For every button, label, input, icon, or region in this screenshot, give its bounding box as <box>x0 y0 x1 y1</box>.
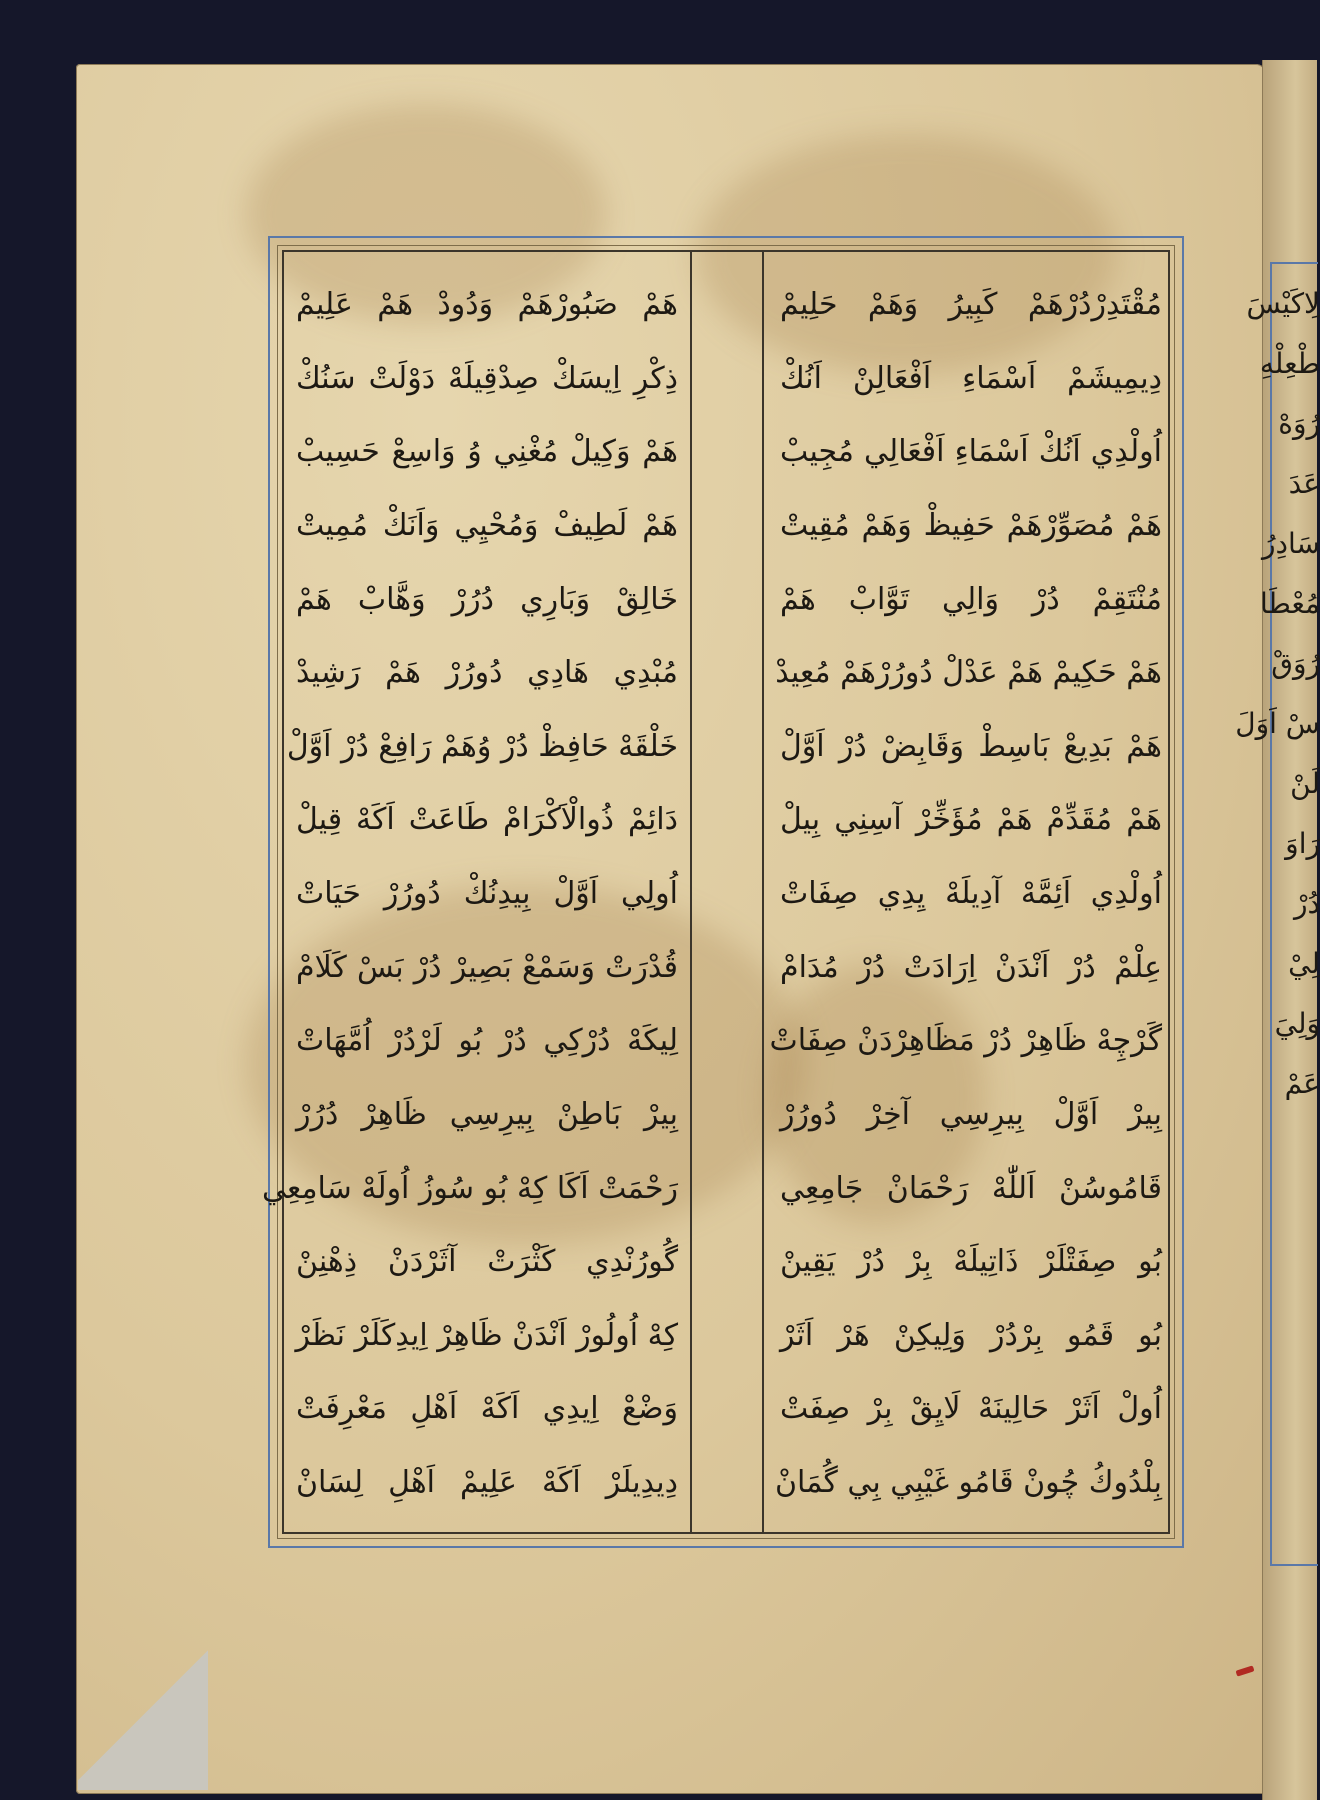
verse-line: كِهْ اُولُورْ اَنْدَنْ ظَاهِرْ اِيدِكَلَرْ نَظَرْ <box>295 1317 678 1353</box>
verse-line: هَمْ صَبُورْهَمْ وَدُودْ هَمْ عَلِيمْ <box>296 287 678 322</box>
next-page-text <box>1235 274 1320 1114</box>
next-page-line: رُوَقْ <box>1271 647 1320 680</box>
verse-line: دِيمِيشَمْ اَسْمَاءِ اَفْعَالِنْ اَنُكْ <box>780 360 1162 396</box>
next-page-line: دُرْ <box>1294 887 1320 920</box>
verse-line: مُنْتَقِمْ دُرْ وَالِي تَوَّابْ هَمْ <box>780 581 1162 617</box>
verse-line: بِيرْ اَوَّلْ بِيرِسِي آخِرْ دُورُرْ <box>780 1096 1162 1132</box>
next-page-line: رَاوَ <box>1285 827 1320 860</box>
text-block-frame <box>261 236 1184 1548</box>
verse-line: هَمْ حَكِيمْ هَمْ عَدْلْ دُورُرْهَمْ مُعِيدْ <box>775 655 1162 691</box>
verse-line: بُو قَمُو بِرْدُرْ وَلِيكِنْ هَرْ اَثَرْ <box>780 1317 1162 1353</box>
verse-line: قَامُوسُنْ اَللّٰهْ رَحْمَانْ جَامِعِي <box>780 1170 1162 1206</box>
inner-ruling <box>261 250 1170 1534</box>
gutter-rule-right <box>762 252 764 1532</box>
torn-corner <box>78 1640 208 1790</box>
verse-line: بِلْدُوكُ چُونْ قَامُو غَيْبِي بِي گُمَانْ <box>775 1465 1162 1500</box>
verse-line: هَمْ وَكِيلْ مُغْنِي وُ وَاسِعْ حَسِيبْ <box>296 434 678 470</box>
next-page-line: سْ اَوَلَ <box>1235 707 1320 740</box>
left-text-column <box>261 276 678 1512</box>
next-page-line: وَلِيَ <box>1274 1007 1320 1040</box>
verse-line: هَمْ مُقَدِّمْ هَمْ مُؤَخِّرْ آسِنِي بِيلْ <box>780 802 1162 838</box>
verse-line: عِلْمْ دُرْ اَنْدَنْ اِرَادَتْ دُرْ مُدَامْ <box>780 949 1162 985</box>
verse-line: اُولْ اَثَرْ حَالِينَهْ لَايِقْ بِرْ صِفَتْ <box>780 1391 1162 1427</box>
verse-line: اُولْدِي اَنُكْ اَسْمَاءِ اَفْعَالِي مُجِيبْ <box>780 434 1162 470</box>
verse-line: خَلْقَهْ حَافِظْ دُرْ وُهَمْ رَافِعْ دُرْ اَوَّلْ <box>286 728 678 764</box>
verse-line: اُولْدِي اَئِمَّهْ آدِيلَهْ يِدِي صِفَاتْ <box>780 876 1162 911</box>
verse-line: هَمْ بَدِيعْ بَاسِطْ وَقَابِضْ دُرْ اَوَّلْ <box>780 728 1162 764</box>
right-text-column <box>769 276 1162 1512</box>
verse-line: گَرْچِهْ ظَاهِرْ دُرْ مَظَاهِرْدَنْ صِفَاتْ <box>769 1023 1162 1059</box>
next-page-line: لِاكَيْسَ <box>1246 287 1320 320</box>
next-page-line: رُوَهْ <box>1278 407 1320 440</box>
next-page-line: لِيْ <box>1288 947 1320 980</box>
gutter-rule-left <box>690 252 692 1532</box>
verse-line: دَائِمْ ذُوالْاَكْرَامْ طَاعَتْ اَكَهْ قِيلْ <box>296 802 678 838</box>
next-page-frame <box>1235 262 1320 1566</box>
verse-line: بِيرْ بَاطِنْ بِيرِسِي ظَاهِرْ دُرُرْ <box>296 1096 678 1132</box>
verse-line: مُقْتَدِرْدُرْهَمْ كَبِيرُ وَهَمْ حَلِيمْ <box>780 287 1162 322</box>
verse-line: هَمْ لَطِيفْ وَمُحْيِي وَاَنَكْ مُمِيتْ <box>296 507 678 543</box>
next-page-line: مُعْطَا <box>1259 587 1320 620</box>
next-page-line: طْعِلْهِ <box>1259 347 1320 380</box>
verse-line: خَالِقْ وَبَارِي دُرُرْ وَهَّابْ هَمْ <box>296 581 678 617</box>
verse-line: دِيدِيلَرْ اَكَهْ عَلِيمْ اَهْلِ لِسَانْ <box>296 1465 678 1500</box>
next-page-line: سَادِرُ <box>1262 527 1320 560</box>
next-page-line: عَمْ <box>1284 1067 1320 1100</box>
verse-line: وَضْعْ اِيدِي اَكَهْ اَهْلِ مَعْرِفَتْ <box>296 1391 678 1427</box>
verse-line: رَحْمَتْ اَكَا كِهْ بُو سُوزُ اُولَهْ سَامِعِي <box>261 1170 678 1206</box>
verse-line: گُورُنْدِي كَثْرَتْ آثَرْدَنْ ذِهْنِنْ <box>296 1244 678 1280</box>
next-page-line: عَدَ <box>1288 467 1320 500</box>
next-page-line: لَنْ <box>1290 767 1320 800</box>
verse-line: لِيكَهْ دُرْكِي دُرْ بُو لَرْدُرْ اُمَّهَاتْ <box>296 1023 678 1059</box>
verse-line: اُولِي اَوَّلْ بِيدِنُكْ دُورُرْ حَيَاتْ <box>296 876 678 911</box>
verse-line: ذِكْرِ اِيسَكْ صِدْقِيلَهْ دَوْلَتْ سَنُكْ <box>296 360 678 396</box>
verse-line: مُبْدِي هَادِي دُورُرْ هَمْ رَشِيدْ <box>296 655 678 691</box>
verse-line: هَمْ مُصَوِّرْهَمْ حَفِيظْ وَهَمْ مُقِيتْ <box>780 507 1162 543</box>
verse-line: بُو صِفَتْلَرْ ذَاتِيلَهْ بِرْ دُرْ يَقِينْ <box>780 1244 1162 1280</box>
verse-line: قُدْرَتْ وَسَمْعْ بَصِيرْ دُرْ بَسْ كَلَامْ <box>296 949 678 985</box>
